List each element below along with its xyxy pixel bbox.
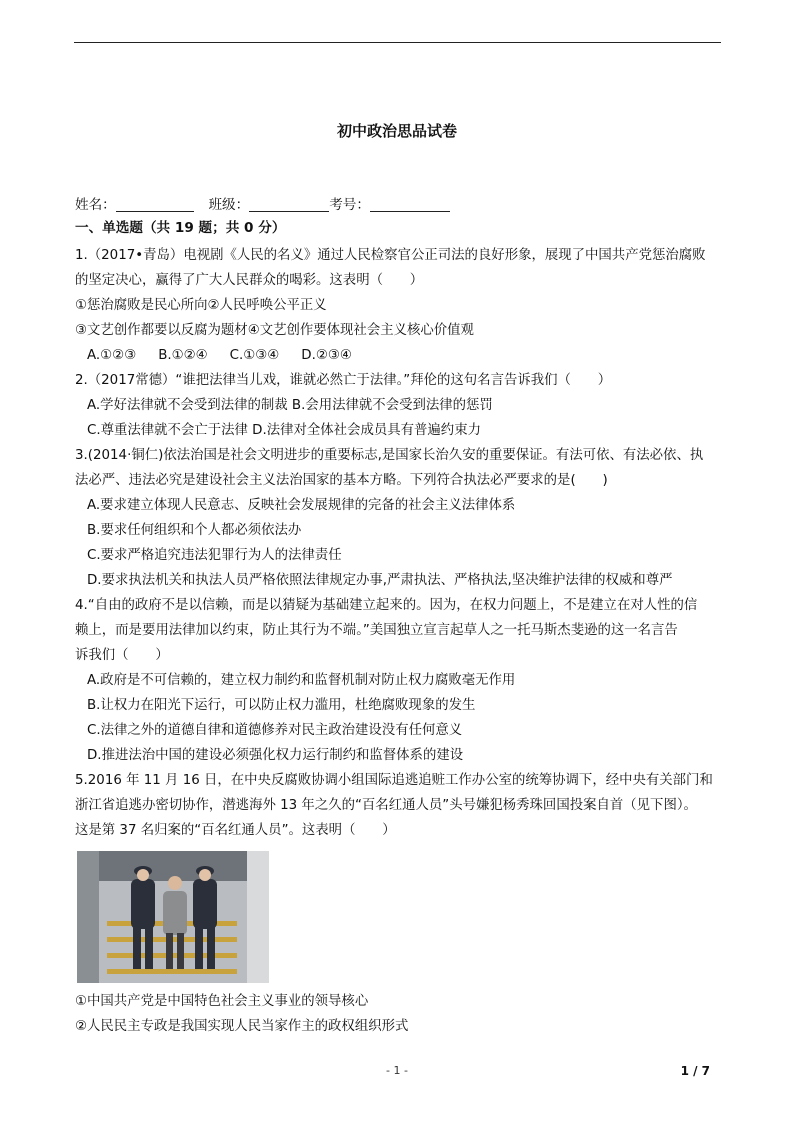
option-c[interactable]: C.要求严格追究违法犯罪行为人的法律责任 xyxy=(87,548,342,563)
option-c[interactable]: C.①③④ xyxy=(229,348,280,363)
question-line: 1.（2017•青岛）电视剧《人民的名义》通过人民检察官公正司法的良好形象，展现了中国共产党惩治腐败 xyxy=(75,248,706,263)
question-2 xyxy=(75,368,725,443)
option-d[interactable]: D.推进法治中国的建设必须强化权力运行制约和监督体系的建设 xyxy=(87,748,464,763)
option-a[interactable]: A.①②③ xyxy=(87,348,137,363)
option-d[interactable]: D.②③④ xyxy=(301,348,352,363)
question-line: 这是第 37 名归案的“百名红通人员”。这表明（ ） xyxy=(75,823,396,838)
statement-line: ②人民民主专政是我国实现人民当家作主的政权组织形式 xyxy=(75,1019,409,1034)
question-4 xyxy=(75,593,725,768)
options-cd[interactable]: C.尊重法律就不会亡于法律 D.法律对全体社会成员具有普遍约束力 xyxy=(87,423,481,438)
class-label: 班级： xyxy=(208,197,250,213)
class-blank[interactable] xyxy=(249,197,329,212)
option-b[interactable]: B.①②④ xyxy=(158,348,208,363)
name-label: 姓名： xyxy=(75,197,116,213)
question-5 xyxy=(75,768,725,1039)
statement-line: ③文艺创作都要以反腐为题材④文艺创作要体现社会主义核心价值观 xyxy=(75,323,474,338)
question-line: 赖上，而是要用法律加以约束，防止其行为不端。”美国独立宣言起草人之一托马斯杰斐逊的这一名言告 xyxy=(75,623,678,638)
question-1 xyxy=(75,243,725,368)
option-a[interactable]: A.要求建立体现人民意志、反映社会发展规律的完备的社会主义法律体系 xyxy=(87,498,516,513)
news-photo xyxy=(77,851,269,983)
question-line: 法必严、违法必究是建设社会主义法治国家的基本方略。下列符合执法必严要求的是( ) xyxy=(75,473,608,488)
question-line: 浙江省追逃办密切协作，潜逃海外 13 年之久的“百名红通人员”头号嫌犯杨秀珠回国投案自首（见下图）。 xyxy=(75,798,697,813)
question-line: 3.(2014·铜仁)依法治国是社会文明进步的重要标志,是国家长治久安的重要保证。有法可依、有法必依、执 xyxy=(75,448,704,463)
question-list xyxy=(75,243,725,1039)
option-c[interactable]: C.法律之外的道德自律和道德修养对民主政治建设没有任何意义 xyxy=(87,723,463,738)
question-line: 诉我们（ ） xyxy=(75,648,169,663)
option-d[interactable]: D.要求执法机关和执法人员严格依照法律规定办事,严肃执法、严格执法,坚决维护法律的权威和尊严 xyxy=(87,573,673,588)
section-heading: 一、单选题（共 19 题；共 0 分） xyxy=(75,220,286,236)
question-line: 2.（2017常德）“谁把法律当儿戏，谁就必然亡于法律。”拜伦的这句名言告诉我们（ ） xyxy=(75,373,612,388)
option-b[interactable]: B.让权力在阳光下运行，可以防止权力滥用，杜绝腐败现象的发生 xyxy=(87,698,476,713)
page-marker: - 1 - xyxy=(386,1064,408,1077)
id-label: 考号： xyxy=(329,197,370,213)
header-rule xyxy=(74,42,721,43)
name-blank[interactable] xyxy=(116,197,194,212)
question-3 xyxy=(75,443,725,593)
question-line: 的坚定决心，赢得了广大人民群众的喝彩。这表明（ ） xyxy=(75,273,424,288)
question-line: 4.“自由的政府不是以信赖，而是以猜疑为基础建立起来的。因为，在权力问题上，不是建立在对人性的信 xyxy=(75,598,698,613)
id-blank[interactable] xyxy=(370,197,450,212)
page-title: 初中政治思品试卷 xyxy=(336,122,457,140)
options-row xyxy=(75,343,725,368)
options-ab[interactable]: A.学好法律就不会受到法律的制裁 B.会用法律就不会受到法律的惩罚 xyxy=(87,398,493,413)
option-a[interactable]: A.政府是不可信赖的，建立权力制约和监督机制对防止权力腐败毫无作用 xyxy=(87,673,516,688)
statement-line: ①中国共产党是中国特色社会主义事业的领导核心 xyxy=(75,994,369,1009)
question-line: 5.2016 年 11 月 16 日，在中央反腐败协调小组国际追逃追赃工作办公室的统筹协调下，经中央有关部门和 xyxy=(75,773,713,788)
page-count: 1 / 7 xyxy=(680,1064,710,1078)
option-b[interactable]: B.要求任何组织和个人都必须依法办 xyxy=(87,523,302,538)
statement-line: ①惩治腐败是民心所向②人民呼唤公平正义 xyxy=(75,298,327,313)
student-info-row xyxy=(75,193,450,213)
